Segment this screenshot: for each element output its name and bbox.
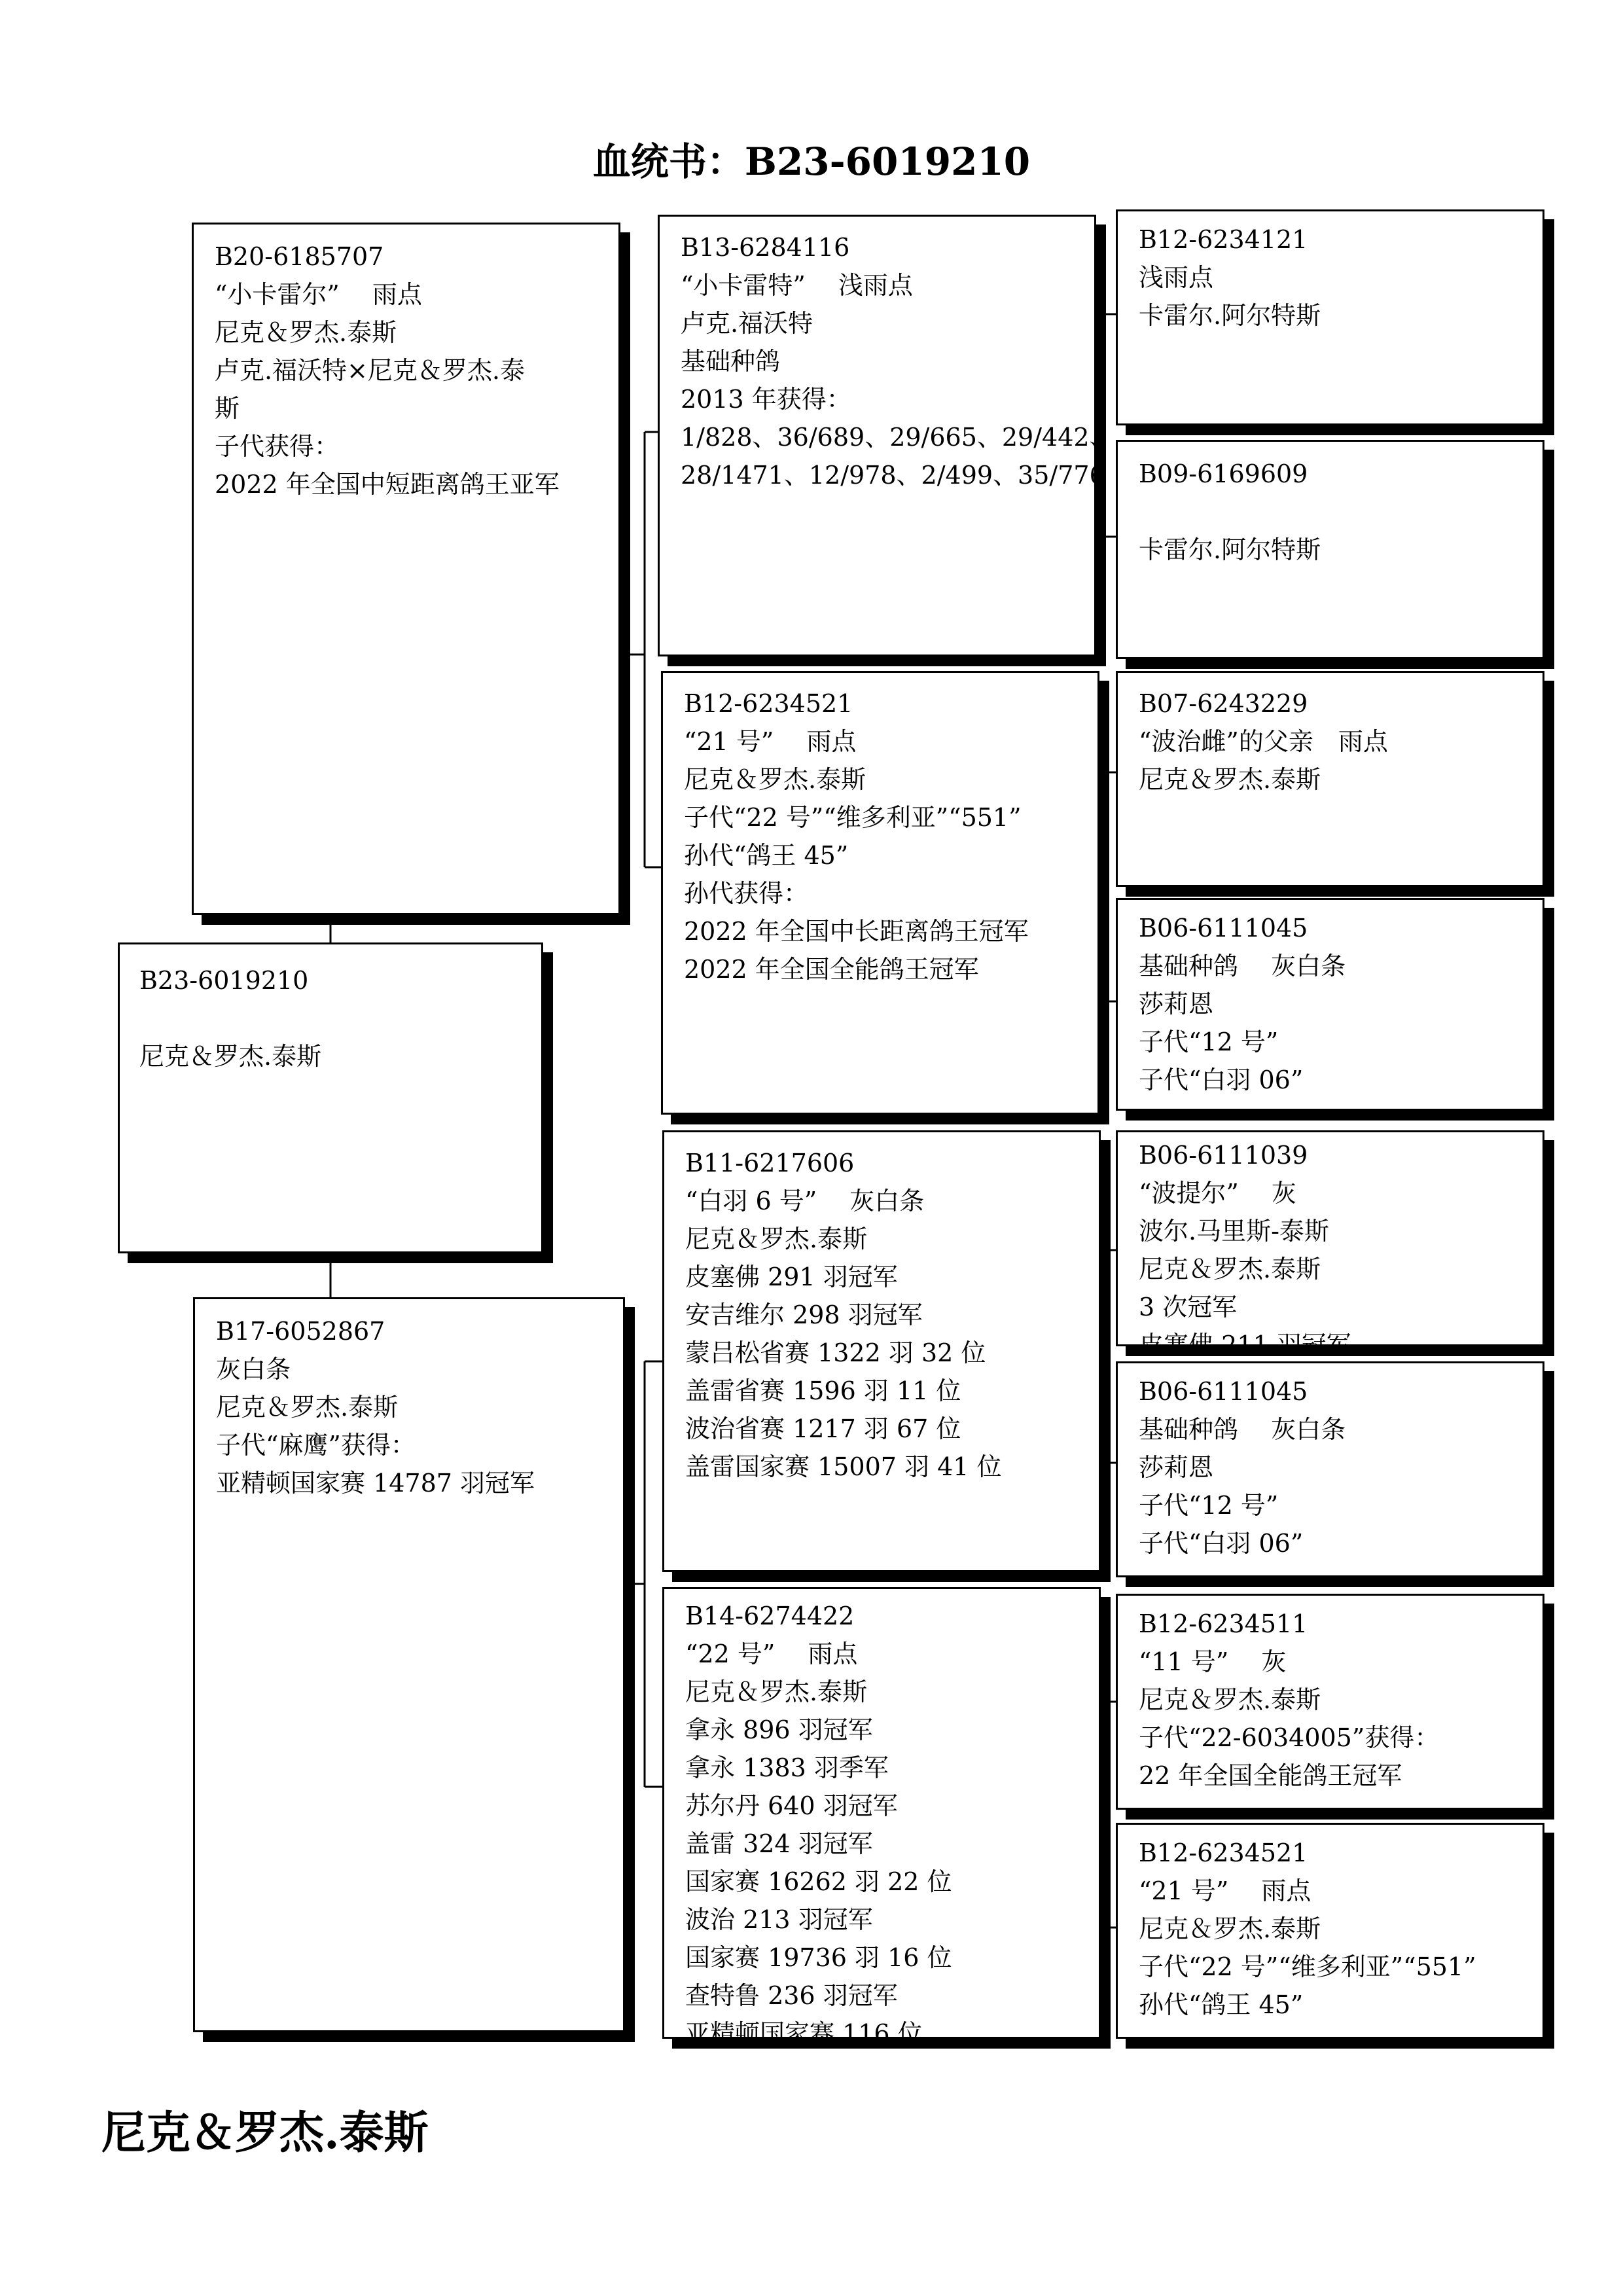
pedigree-box-dam-dam: B14-6274422 “22 号” 雨点 尼克＆罗杰.泰斯 拿永 896 羽冠军 拿永 1383 羽季军 苏尔丹 640 羽冠军 盖雷 324 羽冠军 国家赛 16262 羽 22 位 波治 213 羽冠军 国家赛 19736 羽 16 位 查特鲁 236 羽冠军 亚精顿国家赛 116 位 (662, 1587, 1101, 2039)
ring-number: B06-6111045 (1139, 1377, 1308, 1406)
ring-number: B23-6019210 (139, 966, 309, 995)
pedigree-box-dd-sire: B12-6234511 “11 号” 灰 尼克＆罗杰.泰斯 子代“22-6034005”获得： 22 年全国全能鸽王冠军 (1116, 1594, 1544, 1810)
ring-number: B07-6243229 (1139, 689, 1308, 718)
footer-breeder-name: 尼克＆罗杰.泰斯 (101, 2107, 429, 2159)
pedigree-box-ss-sire: B12-6234121 浅雨点 卡雷尔.阿尔特斯 (1116, 209, 1544, 425)
pedigree-box-ds-sire: B06-6111039 “波提尔” 灰 波尔.马里斯-泰斯 尼克＆罗杰.泰斯 3 次冠军 皮塞佛 211 羽冠军 (1116, 1130, 1544, 1346)
breeder: 尼克＆罗杰.泰斯 (139, 1042, 322, 1071)
pedigree-box-ss-dam: B09-6169609 卡雷尔.阿尔特斯 (1116, 440, 1544, 659)
ring-number: B13-6284116 (681, 233, 850, 262)
pedigree-box-sd-sire: B07-6243229 “波治雌”的父亲 雨点 尼克＆罗杰.泰斯 (1116, 671, 1544, 887)
pedigree-box-dam: B17-6052867 灰白条 尼克＆罗杰.泰斯 子代“麻鹰”获得： 亚精顿国家赛 14787 羽冠军 (193, 1297, 625, 2032)
pedigree-box-sire: B20-6185707 “小卡雷尔” 雨点 尼克＆罗杰.泰斯 卢克.福沃特×尼克＆罗杰.泰 斯 子代获得： 2022 年全国中短距离鸽王亚军 (192, 223, 620, 915)
ring-number: B09-6169609 (1139, 459, 1308, 488)
ring-number: B12-6234521 (1139, 1839, 1308, 1867)
ring-number: B12-6234121 (1139, 225, 1308, 254)
ring-number: B12-6234511 (1139, 1609, 1308, 1638)
pedigree-box-ds-dam: B06-6111045 基础种鸽 灰白条 莎莉恩 子代“12 号” 子代“白羽 06” (1116, 1361, 1544, 1577)
pedigree-box-sire-sire: B13-6284116 “小卡雷特” 浅雨点 卢克.福沃特 基础种鸽 2013 年获得： 1/828、36/689、29/665、29/442、 28/1471、12/978、2/499、35/776 (658, 215, 1096, 656)
ring-number: B14-6274422 (685, 1602, 855, 1630)
pedigree-box-dam-sire: B11-6217606 “白羽 6 号” 灰白条 尼克＆罗杰.泰斯 皮塞佛 291 羽冠军 安吉维尔 298 羽冠军 蒙吕松省赛 1322 羽 32 位 盖雷省赛 1596 羽 11 位 波治省赛 1217 羽 67 位 盖雷国家赛 15007 羽 41 位 (662, 1130, 1101, 1572)
pedigree-box-sire-dam: B12-6234521 “21 号” 雨点 尼克＆罗杰.泰斯 子代“22 号”“维多利亚”“551” 孙代“鸽王 45” 孙代获得： 2022 年全国中长距离鸽王冠军 2022 年全国全能鸽王冠军 (661, 671, 1099, 1115)
ring-number: B11-6217606 (685, 1149, 855, 1177)
ring-number: B20-6185707 (215, 242, 384, 271)
ring-number: B17-6052867 (216, 1317, 385, 1346)
pedigree-box-subject (118, 942, 543, 1253)
ring-number: B06-6111045 (1139, 914, 1308, 942)
ring-number: B12-6234521 (684, 689, 853, 718)
ring-number: B06-6111039 (1139, 1141, 1308, 1170)
page-title: 血统书：B23-6019210 (592, 139, 1031, 184)
pedigree-box-sd-dam: B06-6111045 基础种鸽 灰白条 莎莉恩 子代“12 号” 子代“白羽 06” (1116, 898, 1544, 1111)
pedigree-box-dd-dam: B12-6234521 “21 号” 雨点 尼克＆罗杰.泰斯 子代“22 号”“维多利亚”“551” 孙代“鸽王 45” (1116, 1823, 1544, 2039)
